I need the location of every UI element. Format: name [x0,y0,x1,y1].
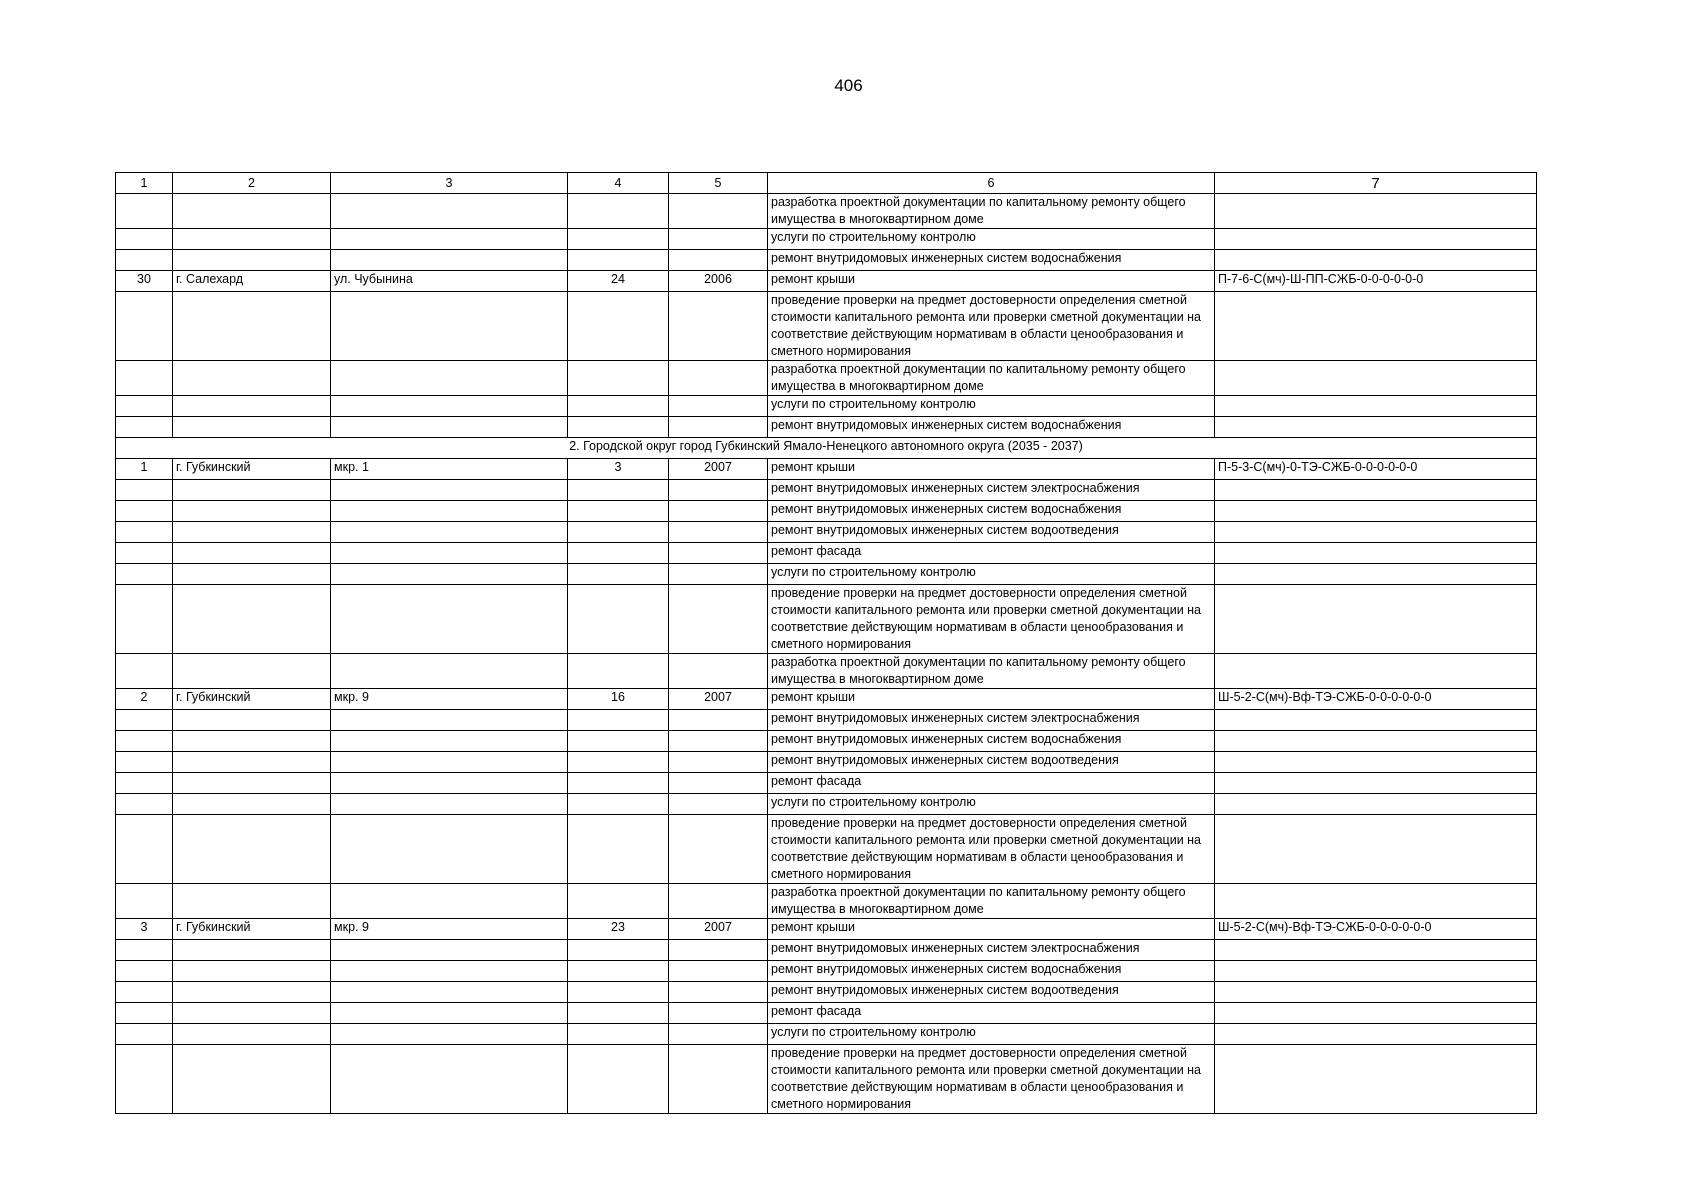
table-row [116,292,1537,361]
year-cell [669,654,768,689]
table-row [116,731,1537,752]
project-code-cell [1215,229,1537,250]
work-type-cell: услуги по строительному контролю [768,396,1215,417]
table-row [116,396,1537,417]
project-code-cell [1215,710,1537,731]
house-number-cell [568,229,669,250]
street-cell [331,1045,568,1114]
street-cell [331,396,568,417]
project-code-cell [1215,752,1537,773]
street-cell [331,194,568,229]
house-number-cell [568,417,669,438]
house-number-cell [568,794,669,815]
table-row [116,361,1537,396]
year-cell [669,752,768,773]
work-type-cell: разработка проектной документации по капитальному ремонту общего имущества в многоквартирном доме [768,884,1215,919]
city-cell: г. Губкинский [173,919,331,940]
house-number-cell [568,501,669,522]
project-code-cell [1215,815,1537,884]
year-cell [669,773,768,794]
street-cell [331,815,568,884]
house-number-cell [568,710,669,731]
house-number-cell [568,752,669,773]
work-type-cell: ремонт внутридомовых инженерных систем электроснабжения [768,710,1215,731]
work-type-cell: услуги по строительному контролю [768,564,1215,585]
city-cell [173,884,331,919]
house-number-cell [568,654,669,689]
house-number-cell: 16 [568,689,669,710]
table-row [116,459,1537,480]
house-number-cell: 24 [568,271,669,292]
city-cell [173,961,331,982]
house-number-cell: 23 [568,919,669,940]
work-type-cell: разработка проектной документации по капитальному ремонту общего имущества в многоквартирном доме [768,194,1215,229]
column-header: 4 [568,173,669,194]
year-cell [669,250,768,271]
year-cell [669,522,768,543]
city-cell [173,417,331,438]
table-row [116,1003,1537,1024]
street-cell [331,250,568,271]
row-number-cell [116,194,173,229]
section-title: 2. Городской округ город Губкинский Ямало-Ненецкого автономного округа (2035 - 2037) [116,438,1537,459]
work-type-cell: услуги по строительному контролю [768,794,1215,815]
year-cell [669,194,768,229]
row-number-cell [116,396,173,417]
year-cell [669,884,768,919]
house-number-cell [568,543,669,564]
table-row [116,794,1537,815]
table-row [116,229,1537,250]
street-cell [331,585,568,654]
row-number-cell [116,773,173,794]
table-row [116,522,1537,543]
project-code-cell: Ш-5-2-С(мч)-Вф-ТЭ-СЖБ-0-0-0-0-0-0 [1215,689,1537,710]
work-type-cell: ремонт внутридомовых инженерных систем водоснабжения [768,961,1215,982]
house-number-cell [568,292,669,361]
project-code-cell [1215,361,1537,396]
city-cell [173,940,331,961]
project-code-cell [1215,396,1537,417]
street-cell [331,543,568,564]
work-type-cell: ремонт крыши [768,689,1215,710]
table-row [116,1024,1537,1045]
project-code-cell [1215,543,1537,564]
city-cell [173,361,331,396]
year-cell [669,710,768,731]
city-cell [173,585,331,654]
year-cell [669,1045,768,1114]
project-code-cell: П-7-6-С(мч)-Ш-ПП-СЖБ-0-0-0-0-0-0 [1215,271,1537,292]
city-cell [173,501,331,522]
street-cell [331,961,568,982]
year-cell [669,361,768,396]
house-number-cell [568,361,669,396]
project-code-cell [1215,1045,1537,1114]
city-cell [173,1003,331,1024]
column-header: 2 [173,173,331,194]
table-row [116,689,1537,710]
row-number-cell [116,361,173,396]
year-cell [669,982,768,1003]
street-cell [331,982,568,1003]
table-row [116,773,1537,794]
house-number-cell [568,815,669,884]
row-number-cell [116,940,173,961]
street-cell [331,564,568,585]
row-number-cell [116,815,173,884]
work-type-cell: ремонт внутридомовых инженерных систем водоснабжения [768,417,1215,438]
row-number-cell: 1 [116,459,173,480]
year-cell [669,501,768,522]
house-number-cell [568,940,669,961]
table-row [116,250,1537,271]
street-cell [331,752,568,773]
table-row [116,752,1537,773]
year-cell [669,1024,768,1045]
work-type-cell: ремонт внутридомовых инженерных систем водоотведения [768,752,1215,773]
row-number-cell [116,794,173,815]
house-number-cell [568,194,669,229]
row-number-cell [116,250,173,271]
work-type-cell: ремонт внутридомовых инженерных систем водоснабжения [768,501,1215,522]
house-number-cell [568,1024,669,1045]
work-type-cell: ремонт фасада [768,1003,1215,1024]
work-type-cell: ремонт крыши [768,271,1215,292]
house-number-cell [568,250,669,271]
page-number: 406 [834,76,863,95]
street-cell [331,710,568,731]
work-type-cell: проведение проверки на предмет достоверности определения сметной стоимости капитального ремонта или проверки сметной документации на соответствие действующим нормативам в области ценообразования и сметного нормирования [768,1045,1215,1114]
section-header-row [116,438,1537,459]
table-row [116,884,1537,919]
work-type-cell: ремонт внутридомовых инженерных систем водоснабжения [768,250,1215,271]
street-cell [331,794,568,815]
city-cell: г. Губкинский [173,689,331,710]
work-type-cell: ремонт фасада [768,773,1215,794]
street-cell [331,361,568,396]
city-cell [173,773,331,794]
year-cell [669,543,768,564]
year-cell: 2007 [669,689,768,710]
year-cell [669,961,768,982]
city-cell [173,1024,331,1045]
year-cell [669,564,768,585]
city-cell [173,1045,331,1114]
house-number-cell [568,396,669,417]
table-row [116,919,1537,940]
year-cell [669,815,768,884]
year-cell [669,585,768,654]
city-cell [173,710,331,731]
street-cell [331,884,568,919]
project-code-cell [1215,480,1537,501]
city-cell [173,250,331,271]
project-code-cell [1215,194,1537,229]
house-number-cell [568,731,669,752]
project-code-cell [1215,961,1537,982]
street-cell [331,417,568,438]
year-cell [669,731,768,752]
project-code-cell [1215,884,1537,919]
row-number-cell [116,1024,173,1045]
row-number-cell [116,1003,173,1024]
project-code-cell [1215,940,1537,961]
row-number-cell [116,961,173,982]
table-row [116,417,1537,438]
house-number-cell: 3 [568,459,669,480]
house-number-cell [568,585,669,654]
year-cell [669,229,768,250]
house-number-cell [568,564,669,585]
row-number-cell [116,654,173,689]
house-number-cell [568,480,669,501]
work-type-cell: ремонт крыши [768,459,1215,480]
year-cell [669,794,768,815]
street-cell: мкр. 9 [331,689,568,710]
city-cell [173,794,331,815]
table-row [116,194,1537,229]
year-cell [669,940,768,961]
city-cell [173,522,331,543]
city-cell [173,731,331,752]
house-number-cell [568,884,669,919]
city-cell: г. Губкинский [173,459,331,480]
year-cell: 2007 [669,919,768,940]
street-cell: мкр. 1 [331,459,568,480]
column-header: 3 [331,173,568,194]
work-type-cell: ремонт внутридомовых инженерных систем электроснабжения [768,940,1215,961]
work-type-cell: ремонт внутридомовых инженерных систем водоотведения [768,522,1215,543]
row-number-cell: 3 [116,919,173,940]
project-code-cell [1215,501,1537,522]
row-number-cell [116,543,173,564]
work-type-cell: разработка проектной документации по капитальному ремонту общего имущества в многоквартирном доме [768,361,1215,396]
house-number-cell [568,982,669,1003]
work-type-cell: проведение проверки на предмет достоверности определения сметной стоимости капитального ремонта или проверки сметной документации на соответствие действующим нормативам в области ценообразования и сметного нормирования [768,585,1215,654]
city-cell [173,815,331,884]
column-header: 1 [116,173,173,194]
project-code-cell [1215,417,1537,438]
year-cell [669,417,768,438]
project-code-cell: Ш-5-2-С(мч)-Вф-ТЭ-СЖБ-0-0-0-0-0-0 [1215,919,1537,940]
city-cell [173,982,331,1003]
table-row [116,982,1537,1003]
table-row [116,543,1537,564]
city-cell: г. Салехард [173,271,331,292]
row-number-cell [116,501,173,522]
work-type-cell: проведение проверки на предмет достоверности определения сметной стоимости капитального ремонта или проверки сметной документации на соответствие действующим нормативам в области ценообразования и сметного нормирования [768,815,1215,884]
row-number-cell [116,1045,173,1114]
project-code-cell [1215,1003,1537,1024]
year-cell [669,480,768,501]
street-cell [331,480,568,501]
year-cell [669,292,768,361]
column-header-row [116,173,1537,194]
row-number-cell [116,522,173,543]
row-number-cell [116,752,173,773]
project-code-cell [1215,292,1537,361]
table-row [116,585,1537,654]
street-cell [331,501,568,522]
table-row [116,654,1537,689]
house-number-cell [568,773,669,794]
project-code-cell [1215,1024,1537,1045]
work-type-cell: ремонт внутридомовых инженерных систем водоотведения [768,982,1215,1003]
street-cell [331,229,568,250]
table-row [116,564,1537,585]
table-row [116,501,1537,522]
table-row [116,1045,1537,1114]
city-cell [173,752,331,773]
row-number-cell [116,731,173,752]
street-cell [331,292,568,361]
street-cell [331,654,568,689]
city-cell [173,543,331,564]
city-cell [173,292,331,361]
project-code-cell [1215,731,1537,752]
project-code-cell [1215,773,1537,794]
row-number-cell [116,292,173,361]
city-cell [173,229,331,250]
row-number-cell [116,710,173,731]
house-number-cell [568,1045,669,1114]
table-row [116,961,1537,982]
city-cell [173,480,331,501]
work-type-cell: ремонт фасада [768,543,1215,564]
work-type-cell: разработка проектной документации по капитальному ремонту общего имущества в многоквартирном доме [768,654,1215,689]
row-number-cell [116,564,173,585]
work-type-cell: ремонт внутридомовых инженерных систем водоснабжения [768,731,1215,752]
year-cell: 2007 [669,459,768,480]
street-cell [331,940,568,961]
project-code-cell [1215,250,1537,271]
year-cell [669,1003,768,1024]
street-cell: ул. Чубынина [331,271,568,292]
repair-program-table [115,172,1537,1114]
street-cell [331,522,568,543]
year-cell [669,396,768,417]
row-number-cell [116,417,173,438]
work-type-cell: ремонт внутридомовых инженерных систем электроснабжения [768,480,1215,501]
house-number-cell [568,1003,669,1024]
street-cell [331,1003,568,1024]
city-cell [173,654,331,689]
column-header: 5 [669,173,768,194]
work-type-cell: услуги по строительному контролю [768,1024,1215,1045]
row-number-cell [116,585,173,654]
street-cell [331,731,568,752]
project-code-cell [1215,522,1537,543]
row-number-cell [116,480,173,501]
table-row [116,271,1537,292]
column-header: 6 [768,173,1215,194]
table-body [116,173,1537,1114]
street-cell [331,773,568,794]
work-type-cell: услуги по строительному контролю [768,229,1215,250]
house-number-cell [568,522,669,543]
row-number-cell: 30 [116,271,173,292]
row-number-cell [116,982,173,1003]
work-type-cell: ремонт крыши [768,919,1215,940]
city-cell [173,564,331,585]
table-row [116,710,1537,731]
city-cell [173,396,331,417]
row-number-cell: 2 [116,689,173,710]
street-cell [331,1024,568,1045]
project-code-cell [1215,564,1537,585]
table-row [116,480,1537,501]
row-number-cell [116,229,173,250]
street-cell: мкр. 9 [331,919,568,940]
project-code-cell [1215,585,1537,654]
city-cell [173,194,331,229]
year-cell: 2006 [669,271,768,292]
house-number-cell [568,961,669,982]
project-code-cell [1215,654,1537,689]
column-header: 7 [1215,173,1537,194]
project-code-cell [1215,794,1537,815]
work-type-cell: проведение проверки на предмет достоверности определения сметной стоимости капитального ремонта или проверки сметной документации на соответствие действующим нормативам в области ценообразования и сметного нормирования [768,292,1215,361]
project-code-cell [1215,982,1537,1003]
row-number-cell [116,884,173,919]
project-code-cell: П-5-3-С(мч)-0-ТЭ-СЖБ-0-0-0-0-0-0 [1215,459,1537,480]
table-row [116,815,1537,884]
table-row [116,940,1537,961]
